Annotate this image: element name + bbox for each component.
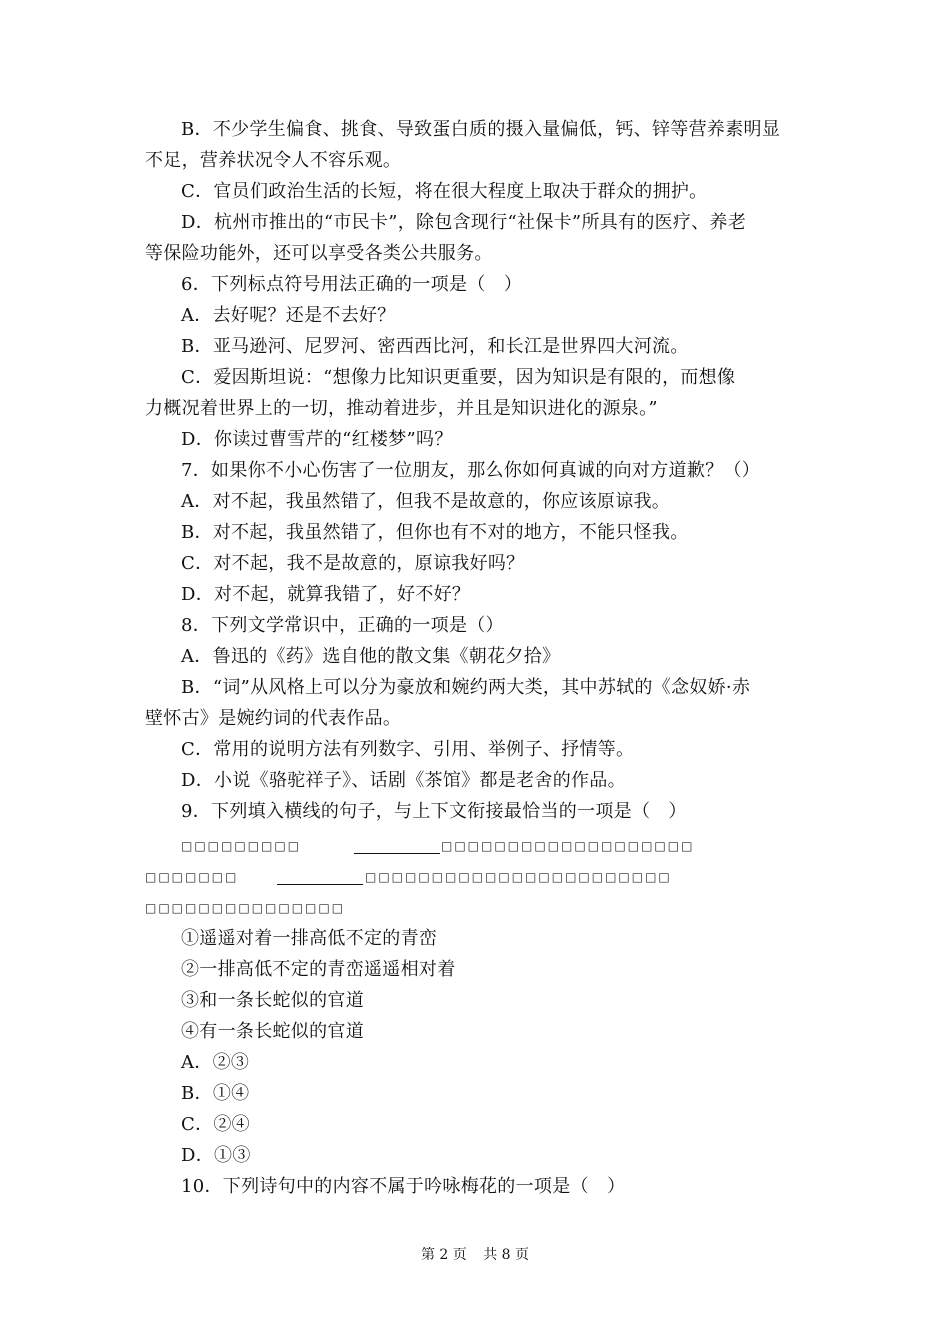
q5-option-b-line2: 不足，营养状况令人不容乐观。 [145,150,402,171]
q9-item-1: ①遥遥对着一排高低不定的青峦 [181,928,438,949]
q9-item-4: ④有一条长蛇似的官道 [181,1021,364,1042]
q9-item-2: ②一排高低不定的青峦遥遥相对着 [181,959,456,980]
q9-option-c: C．②④ [181,1114,250,1135]
q10-stem: 10．下列诗句中的内容不属于吟咏梅花的一项是（ ） [181,1176,626,1197]
q9-passage-line1-end: □□□□□□□□□□□□□□□□□□□ [441,839,695,853]
q7-option-a: A．对不起，我虽然错了，但我不是故意的，你应该原谅我。 [181,491,671,512]
q9-stem: 9．下列填入横线的句子，与上下文衔接最恰当的一项是（ ） [181,801,687,822]
q5-option-d-line1: D．杭州市推出的“市民卡”，除包含现行“社保卡”所具有的医疗、养老 [181,212,747,233]
q6-option-c-line1: C．爱因斯坦说：“想像力比知识更重要，因为知识是有限的，而想像 [181,367,736,388]
q9-blank-2 [277,884,363,885]
page-number: 第 2 页 [420,1247,467,1263]
q9-passage-line1-start: □□□□□□□□□ [181,839,302,853]
q7-stem: 7．如果你不小心伤害了一位朋友，那么你如何真诚的向对方道歉？（） [181,460,761,481]
q8-option-a: A．鲁迅的《药》选自他的散文集《朝花夕拾》 [181,646,561,667]
q5-option-c: C．官员们政治生活的长短，将在很大程度上取决于群众的拥护。 [181,181,708,202]
q9-passage-line3: □□□□□□□□□□□□□□□ [145,901,346,915]
q6-option-c-line2: 力概况着世界上的一切，推动着进步，并且是知识进化的源泉。” [145,398,658,419]
q9-option-a: A．②③ [181,1052,250,1073]
q5-option-d-line2: 等保险功能外，还可以享受各类公共服务。 [145,243,493,264]
q8-option-b-line2: 壁怀古》是婉约词的代表作品。 [145,708,402,729]
q8-option-c: C．常用的说明方法有列数字、引用、举例子、抒情等。 [181,739,635,760]
q9-option-b: B．①④ [181,1083,250,1104]
q9-passage-line2-start: □□□□□□□ [145,870,239,884]
page-total: 共 8 页 [483,1247,530,1263]
q6-option-b: B．亚马逊河、尼罗河、密西西比河，和长江是世界四大河流。 [181,336,689,357]
q7-option-d: D．对不起，就算我错了，好不好？ [181,584,471,605]
q6-option-d: D．你读过曹雪芹的“红楼梦”吗？ [181,429,453,450]
q7-option-c: C．对不起，我不是故意的，原谅我好吗？ [181,553,525,574]
q7-option-b: B．对不起，我虽然错了，但你也有不对的地方，不能只怪我。 [181,522,689,543]
page-footer [0,1246,950,1264]
q9-option-d: D．①③ [181,1145,251,1166]
q9-passage-line2-end: □□□□□□□□□□□□□□□□□□□□□□□ [365,870,672,884]
q8-option-d: D．小说《骆驼祥子》、话剧《茶馆》都是老舍的作品。 [181,770,626,791]
q9-blank-1 [354,853,440,854]
q6-stem: 6．下列标点符号用法正确的一项是（ ） [181,274,523,295]
q5-option-b-line1: B．不少学生偏食、挑食、导致蛋白质的摄入量偏低，钙、锌等营养素明显 [181,119,781,140]
q6-option-a: A．去好呢？还是不去好？ [181,305,396,326]
q8-stem: 8．下列文学常识中，正确的一项是（） [181,615,504,636]
q8-option-b-line1: B．“词”从风格上可以分为豪放和婉约两大类，其中苏轼的《念奴娇·赤 [181,677,751,698]
q9-item-3: ③和一条长蛇似的官道 [181,990,364,1011]
